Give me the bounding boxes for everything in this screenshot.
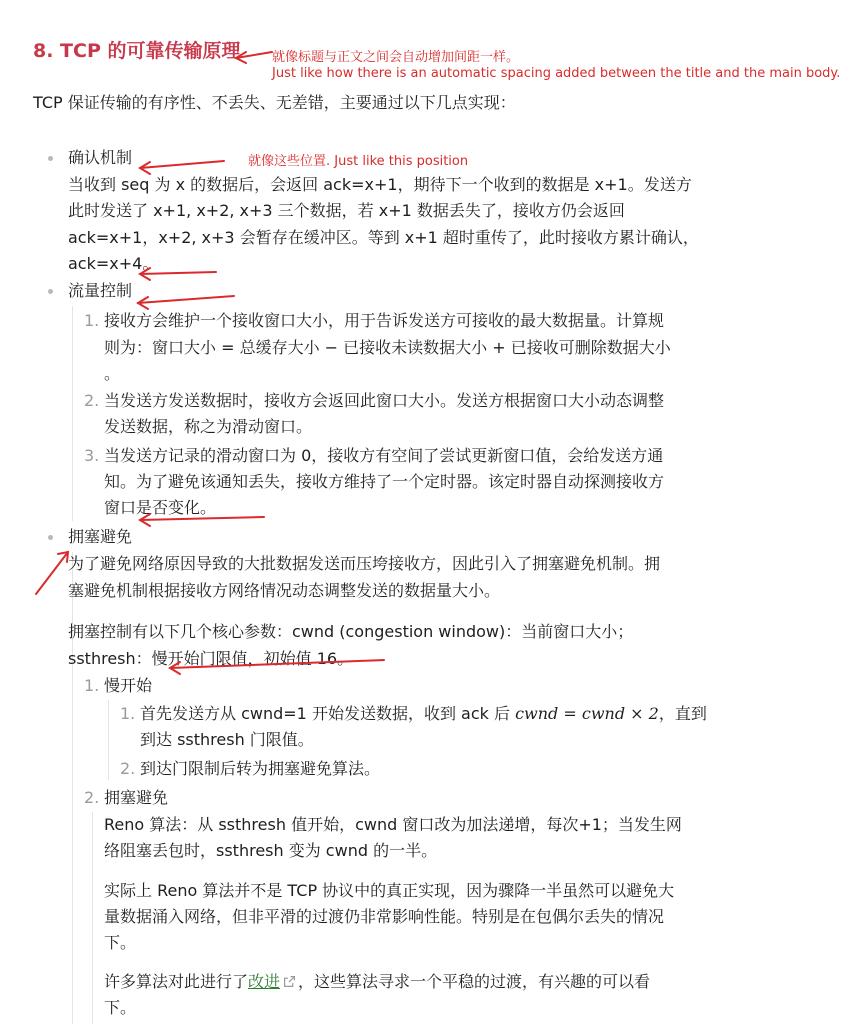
flow-item-line: 当发送方发送数据时，接收方会返回此窗口大小。发送方根据窗口大小动态调整 <box>104 391 665 410</box>
flow-item-line: 窗口是否变化。 <box>104 498 217 517</box>
ack-line: 此时发送了 x+1, x+2, x+3 三个数据，若 x+1 数据丢失了，接收方仍会返回 <box>68 201 625 220</box>
list-number: 1. <box>120 704 136 723</box>
improve-link[interactable]: 改进 <box>248 972 281 991</box>
annotation-arrow <box>140 517 264 520</box>
list-number: 1. <box>84 676 100 695</box>
annotation-position: 就像这些位置. Just like this position <box>248 154 469 169</box>
improve-line: 下。 <box>104 998 137 1017</box>
congestion-line: 为了避免网络原因导致的大批数据发送而压垮接收方，因此引入了拥塞避免机制。拥 <box>68 554 661 573</box>
math-formula: cwnd = cwnd × 2 <box>515 704 659 723</box>
intro-paragraph: TCP 保证传输的有序性、不丢失、无差错，主要通过以下几点实现： <box>33 93 516 112</box>
ack-line: 当收到 seq 为 x 的数据后，会返回 ack=x+1，期待下一个收到的数据是 x+1。发送方 <box>68 175 692 194</box>
annotation-title-zh: 就像标题与正文之间会自动增加间距一样。 <box>272 50 520 65</box>
list-number: 2. <box>84 788 100 807</box>
reno-line: 络阻塞丢包时，ssthresh 变为 cwnd 的一半。 <box>104 841 438 860</box>
list-number: 2. <box>84 391 100 410</box>
flow-item-line: 。 <box>104 364 121 383</box>
list-number: 3. <box>84 446 100 465</box>
congestion-line: 塞避免机制根据接收方网络情况动态调整发送的数据量大小。 <box>68 581 501 600</box>
section-heading: 8. TCP 的可靠传输原理 <box>33 40 241 62</box>
annotation-arrow <box>140 161 224 168</box>
annotation-arrow <box>36 552 68 594</box>
annotation-arrow <box>140 272 216 274</box>
slow-start-item-line: 到达 ssthresh 门限值。 <box>140 730 314 749</box>
reno-line: Reno 算法：从 ssthresh 值开始，cwnd 窗口改为加法递增，每次+1；当发生网 <box>104 815 682 834</box>
annotation-arrow <box>138 296 234 303</box>
list-number: 2. <box>120 759 136 778</box>
flow-item-line: 则为：窗口大小 = 总缓存大小 − 已接收未读数据大小 + 已接收可删除数据大小 <box>104 338 671 357</box>
ack-line: ack=x+4。 <box>68 254 159 273</box>
improve-line: 许多算法对此进行了改进 ，这些算法寻求一个平稳的过渡，有兴趣的可以看 <box>104 972 651 991</box>
flow-item-line: 接收方会维护一个接收窗口大小，用于告诉发送方可接收的最大数据量。计算规 <box>104 311 665 330</box>
ack-line: ack=x+1，x+2, x+3 会暂存在缓冲区。等到 x+1 超时重传了，此时接收方累计确认， <box>68 228 699 247</box>
annotation-title-en: Just like how there is an automatic spacing added between the title and the main body. <box>272 66 841 81</box>
reality-line: 下。 <box>104 933 137 952</box>
flow-item-line: 发送数据，称之为滑动窗口。 <box>104 417 313 436</box>
ack-title: 确认机制 <box>68 148 133 167</box>
reality-line: 量数据涌入网络，但非平滑的过渡仍非常影响性能。特别是在包偶尔丢失的情况 <box>104 907 665 926</box>
congestion-title: 拥塞避免 <box>68 527 133 546</box>
list-number: 1. <box>84 311 100 330</box>
flow-item-line: 知。为了避免该通知丢失，接收方维持了一个定时器。该定时器自动探测接收方 <box>104 472 665 491</box>
slow-start-item: 首先发送方从 cwnd=1 开始发送数据，收到 ack 后 cwnd = cwnd × 2，直到 <box>140 704 707 723</box>
annotation-arrow <box>170 660 384 668</box>
params-line: 拥塞控制有以下几个核心参数：cwnd (congestion window)：当前窗口大小； <box>68 622 634 641</box>
flow-title: 流量控制 <box>68 281 133 300</box>
slow-start-item: 到达门限制后转为拥塞避免算法。 <box>140 759 381 778</box>
avoidance-title: 拥塞避免 <box>104 788 169 807</box>
reality-line: 实际上 Reno 算法并不是 TCP 协议中的真正实现，因为骤降一半虽然可以避免大 <box>104 881 675 900</box>
slow-start-title: 慢开始 <box>104 676 153 695</box>
flow-item-line: 当发送方记录的滑动窗口为 0，接收方有空间了尝试更新窗口值，会给发送方通 <box>104 446 664 465</box>
params-line: ssthresh：慢开始门限值，初始值 16。 <box>68 649 354 668</box>
